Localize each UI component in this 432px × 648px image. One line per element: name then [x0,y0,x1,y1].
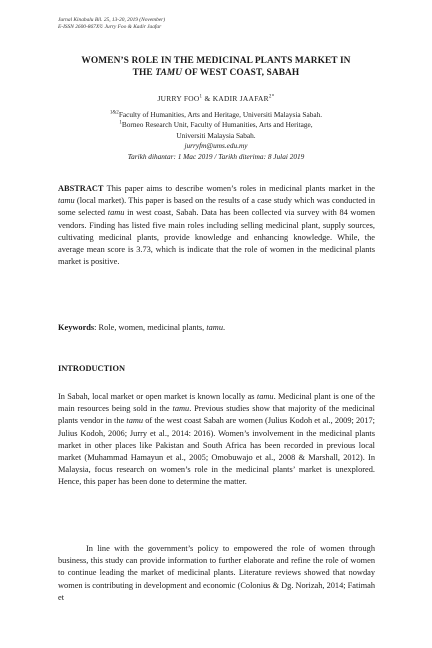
paragraph-text: . Medicinal plant is one of the main resources being sold in the [58,392,375,414]
affiliation-line: Universiti Malaysia Sabah. [176,130,256,140]
abstract-text: in west coast, Sabah. Data has been collected via survey with 84 women vendors. Finding has listed five main roles including selling medicinal plant, supply sources, cultivating medicinal plants, provide knowledge and enhancing knowledge. While, the average mean score is 3.73, which is indicate that the role of women in the medicinal plants market is positive. [58,208,376,267]
affiliation-line [40,120,392,130]
paragraph-emphasis: tamu [256,392,274,401]
affiliation-text: Faculty of Humanities, Arts and Heritage, Universiti Malaysia Sabah. [118,110,323,119]
journal-citation: Jurnal Kinabalu Bil. 25, 13-20, 2019 (November) [58,17,166,23]
abstract-label: ABSTRACT [58,184,104,193]
paragraph-text: In Sabah, local market or open market is known locally as [58,392,257,401]
paragraph-emphasis: tamu [172,404,190,414]
title-line-1: WOMEN’S ROLE IN THE MEDICINAL PLANTS MARKET IN [81,56,351,66]
affiliation-line [40,110,392,120]
author-name: JURRY FOO [157,94,200,103]
affiliation-mark: 1&2 [109,110,119,116]
abstract-text: This paper aims to describe women’s roles in medicinal plants market in the [103,184,375,193]
abstract-text: (local market). This paper is based on the results of a case study which was conducted in some selected [58,196,375,218]
paragraph-text: . Previous studies show that majority of the medicinal plants vendor in the [58,404,375,426]
paragraph-text: of the west coast Sabah are women (Julius Kodoh et al., 2009; 2017; Julius Kodoh, 2006; Jurry et al., 2014: 2016). Women’s involvement in the medicinal plants market in other places like Pakistan and South Africa has been recorded in previous local market (Muhammad Hamayun et al., 2005; Omobuwajo et al., 2008 & Marshall, 2012). In Malaysia, focus research on women’s role in the medicinal plants’ market is unexplored. Hence, this paper has been done to determine the matter. [58,416,375,487]
body-paragraph [58,391,375,489]
title-text: OF WEST COAST, SABAH [182,68,300,78]
paragraph-emphasis: tamu [126,416,144,426]
author-name: KADIR JAAFAR [212,94,269,103]
title-text: THE [132,68,156,78]
section-heading: INTRODUCTION [58,364,126,373]
paper-title [40,55,392,79]
body-paragraph: In line with the government’s policy to empowered the role of women through business, this study can provide information to further elaborate and refine the role of women to continue leading the market of medicinal plants. Literature reviews showed that nowday women is contributing in development and economic (Colonius & Dg. Norizah, 2014; Fatimah et [58,544,376,602]
author-affiliation-mark: 1 [199,94,203,100]
author-separator: & [202,94,213,103]
abstract-emphasis: tamu [107,208,125,218]
author-affiliation-mark: 2* [268,94,275,100]
keywords-emphasis: tamu [206,323,223,332]
author-email: jurryfm@ums.edu.my [184,141,248,151]
journal-header [58,17,165,30]
affiliations [40,110,392,162]
abstract-emphasis: tamu [58,196,75,206]
title-emphasis: TAMU [155,68,183,78]
keywords-label: Keywords [58,323,95,332]
title-line-2 [40,67,392,79]
journal-issn: E-ISSN 2600-867X© Jurry Foo & Kadir Jaafar [58,23,162,30]
keywords [58,322,375,334]
abstract [58,183,375,268]
author-list [40,94,392,103]
submission-dates: Tarikh dihantar: 1 Mac 2019 / Tarikh diterima: 8 Julai 2019 [127,151,305,161]
affiliation-text: Borneo Research Unit, Faculty of Humanities, Arts and Heritage, [121,120,313,130]
keywords-text: : Role, women, medicinal plants, [94,323,207,332]
affiliation-mark: 1 [119,120,122,126]
keywords-text: . [223,323,226,332]
